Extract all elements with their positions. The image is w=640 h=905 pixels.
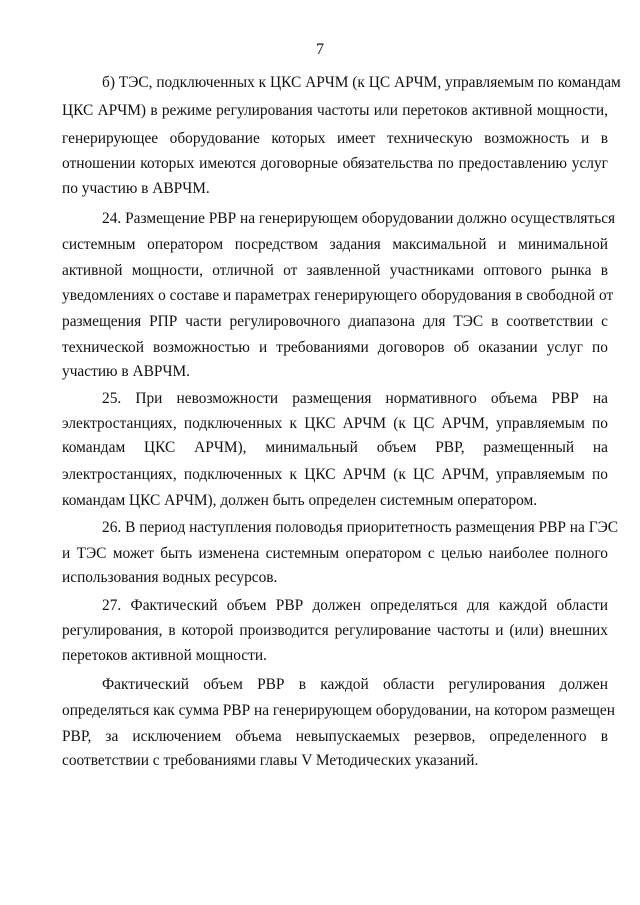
- paragraph-26-line-3: использования водных ресурсов.: [62, 569, 278, 586]
- paragraph-27-line-2: регулирования, в которой производится регулирование частоты и (или) внешних: [62, 622, 608, 639]
- paragraph-b-line-1: б) ТЭС, подключенных к ЦКС АРЧМ (к ЦС АРЧМ, управляемым по командам: [102, 74, 621, 91]
- paragraph-27-line-3: перетоков активной мощности.: [62, 647, 267, 664]
- paragraph-25-line-2: электростанциях, подключенных к ЦКС АРЧМ (к ЦС АРЧМ, управляемым по: [62, 415, 608, 432]
- paragraph-final-line-3: РВР, за исключением объема невыпускаемых резервов, определенного в: [62, 728, 608, 745]
- page-number: 7: [316, 41, 324, 58]
- paragraph-final-line-2: определяться как сумма РВР на генерирующем оборудовании, на котором размещен: [62, 702, 615, 719]
- paragraph-24-line-6: технической возможностью и требованиями договоров об оказании услуг по: [62, 339, 608, 356]
- paragraph-final-line-1: Фактический объем РВР в каждой области регулирования должен: [102, 676, 608, 693]
- paragraph-b-line-5: по участию в АВРЧМ.: [62, 180, 210, 197]
- paragraph-final-line-4: соответствии с требованиями главы V Методических указаний.: [62, 752, 479, 769]
- paragraph-25-line-5: командам ЦКС АРЧМ), должен быть определен системным оператором.: [62, 492, 538, 509]
- paragraph-24-line-5: размещения РПР части регулировочного диапазона для ТЭС в соответствии с: [62, 313, 608, 330]
- paragraph-24-line-1: 24. Размещение РВР на генерирующем оборудовании должно осуществляться: [102, 210, 616, 227]
- paragraph-24-line-4: уведомлениях о составе и параметрах генерирующего оборудования в свободной от: [62, 287, 614, 304]
- paragraph-25-line-1: 25. При невозможности размещения нормативного объема РВР на: [102, 390, 608, 407]
- paragraph-26-line-2: и ТЭС может быть изменена системным оператором с целью наиболее полного: [62, 545, 608, 562]
- paragraph-25-line-4: электростанциях, подключенных к ЦКС АРЧМ (к ЦС АРЧМ, управляемым по: [62, 466, 608, 483]
- paragraph-24-line-3: активной мощности, отличной от заявленной участниками оптового рынка в: [62, 262, 608, 279]
- paragraph-25-line-3: командам ЦКС АРЧМ), минимальный объем РВР, размещенный на: [62, 439, 608, 456]
- paragraph-b-line-2: ЦКС АРЧМ) в режиме регулирования частоты или перетоков активной мощности,: [62, 102, 608, 119]
- paragraph-b-line-3: генерирующее оборудование которых имеет техническую возможность и в: [62, 130, 608, 147]
- paragraph-26-line-1: 26. В период наступления половодья приоритетность размещения РВР на ГЭС: [102, 519, 619, 536]
- paragraph-27-line-1: 27. Фактический объем РВР должен определяться для каждой области: [102, 597, 608, 614]
- paragraph-b-line-4: отношении которых имеются договорные обязательства по предоставлению услуг: [62, 155, 608, 172]
- paragraph-24-line-2: системным оператором посредством задания максимальной и минимальной: [62, 236, 608, 253]
- paragraph-24-line-7: участию в АВРЧМ.: [62, 363, 190, 380]
